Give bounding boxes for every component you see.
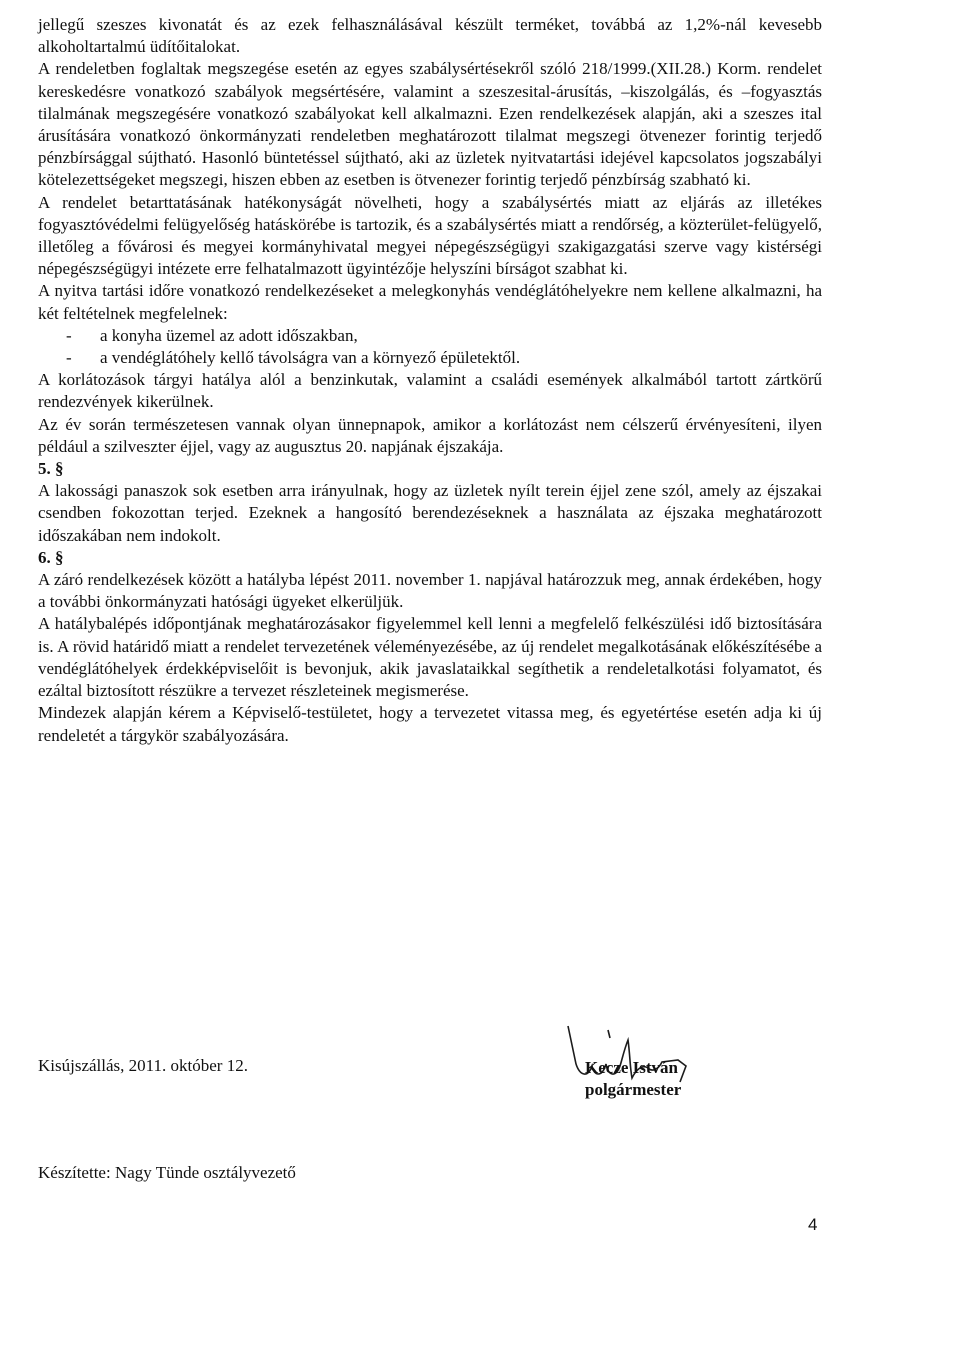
list-item — [38, 325, 822, 347]
paragraph-3: A rendelet betarttatásának hatékonyságát növelheti, hogy a szabálysértés miatt az eljárás az illetékes fogyasztóvédelmi felügyelőség hatáskörébe is tartozik, és a szabálysértés miatt a rendőrség, a közterület-felügyelő, illetőleg a fővárosi és megyei kormányhivatal megyei népegészségügyi szakigazgatási szerve vagy kistérségi népegészségügyi intézete erre felhatalmazott ügyintézője helyszíni bírságot szabhat ki. — [38, 192, 822, 279]
signer-title: polgármester — [585, 1080, 682, 1099]
page-number: 4 — [808, 1215, 818, 1234]
paragraph-10: Mindezek alapján kérem a Képviselő-testületet, hogy a tervezetet vitassa meg, és egyetértése esetén adja ki új rendeletét a tárgykör szabályozására. — [38, 703, 822, 745]
conditions-list — [38, 325, 822, 369]
list-item — [38, 347, 822, 369]
list-dash: - — [66, 348, 72, 368]
paragraph-6: Az év során természetesen vannak olyan ünnepnapok, amikor a korlátozást nem célszerű érvényesíteni, ilyen például a szilveszter éjjel, vagy az augusztus 20. napjának éjszakája. — [38, 414, 822, 456]
list-item-text: a konyha üzemel az adott időszakban, — [100, 325, 358, 345]
section-heading-6: 6. § — [38, 547, 64, 567]
list-item-text: a vendéglátóhely kellő távolságra van a környező épületektől. — [100, 348, 521, 368]
place-and-date: Kisújszállás, 2011. október 12. — [38, 1056, 248, 1075]
prepared-by: Készítette: Nagy Tünde osztályvezető — [38, 1163, 296, 1182]
paragraph-9: A hatálybalépés időpontjának meghatározásakor figyelemmel kell lenni a megfelelő felkészülési idő biztosítására is. A rövid határidő miatt a rendelet tervezetének véleményezésébe, az új rendelet megalkotásának előkészítésébe a vendéglátóhelyek érdekképviselőit is bevonjuk, akik javaslataikkal segíthetik a rendeletalkotási folyamatot, és ezáltal biztosított részükre a tervezet részleteinek megismerése. — [38, 614, 822, 701]
paragraph-5: A korlátozások tárgyi hatálya alól a benzinkutak, valamint a családi események alkalmából tartott zártkörű rendezvények kikerülnek. — [38, 370, 822, 412]
paragraph-1: jellegű szeszes kivonatát és az ezek felhasználásával készült terméket, továbbá az 1,2%-nál kevesebb alkoholtartalmú üdítőitalokat. — [38, 15, 822, 57]
paragraph-7: A lakossági panaszok sok esetben arra irányulnak, hogy az üzletek nyílt terein éjjel zene szól, amely az éjszakai csendben fokozottan terjed. Ezeknek a hangosító berendezéseknek a használata az éjszaka meghatározott időszakában nem indokolt. — [38, 481, 822, 545]
list-dash: - — [66, 325, 72, 345]
signature-block — [585, 1057, 681, 1101]
document-body — [38, 14, 822, 747]
paragraph-2: A rendeletben foglaltak megszegése esetén az egyes szabálysértésekről szóló 218/1999.(XII.28.) Korm. rendelet kereskedésre vonatkozó szabályok megsértésére, valamint a szeszesital-árusítás, –kiszolgálás, és –fogyasztás tilalmának megszegésére vonatkozó szabályokat kell alkalmazni. Ezen rendelkezések alapján, aki a szeszes ital árusítására vonatkozó önkormányzati rendeletben meghatározott tilalmat megszegi ötvenezer forintig terjedő pénzbírsággal sújtható. Hasonló büntetéssel sújtható, aki az üzletek nyitvatartási idejével kapcsolatos jogszabályi kötelezettségeket megszegi, hiszen ebben az esetben is ötvenezer forintig terjedő pénzbírság szabható ki. — [38, 59, 822, 190]
section-heading-5: 5. § — [38, 459, 64, 479]
paragraph-4: A nyitva tartási időre vonatkozó rendelkezéseket a melegkonyhás vendéglátóhelyekre nem kellene alkalmazni, ha két feltételnek megfelelnek: — [38, 281, 822, 323]
signer-name: Kecze István — [585, 1058, 679, 1077]
paragraph-8: A záró rendelkezések között a hatályba lépést 2011. november 1. napjával határozzuk meg, annak érdekében, hogy a további önkormányzati hatósági ügyeket elkerüljük. — [38, 570, 822, 612]
